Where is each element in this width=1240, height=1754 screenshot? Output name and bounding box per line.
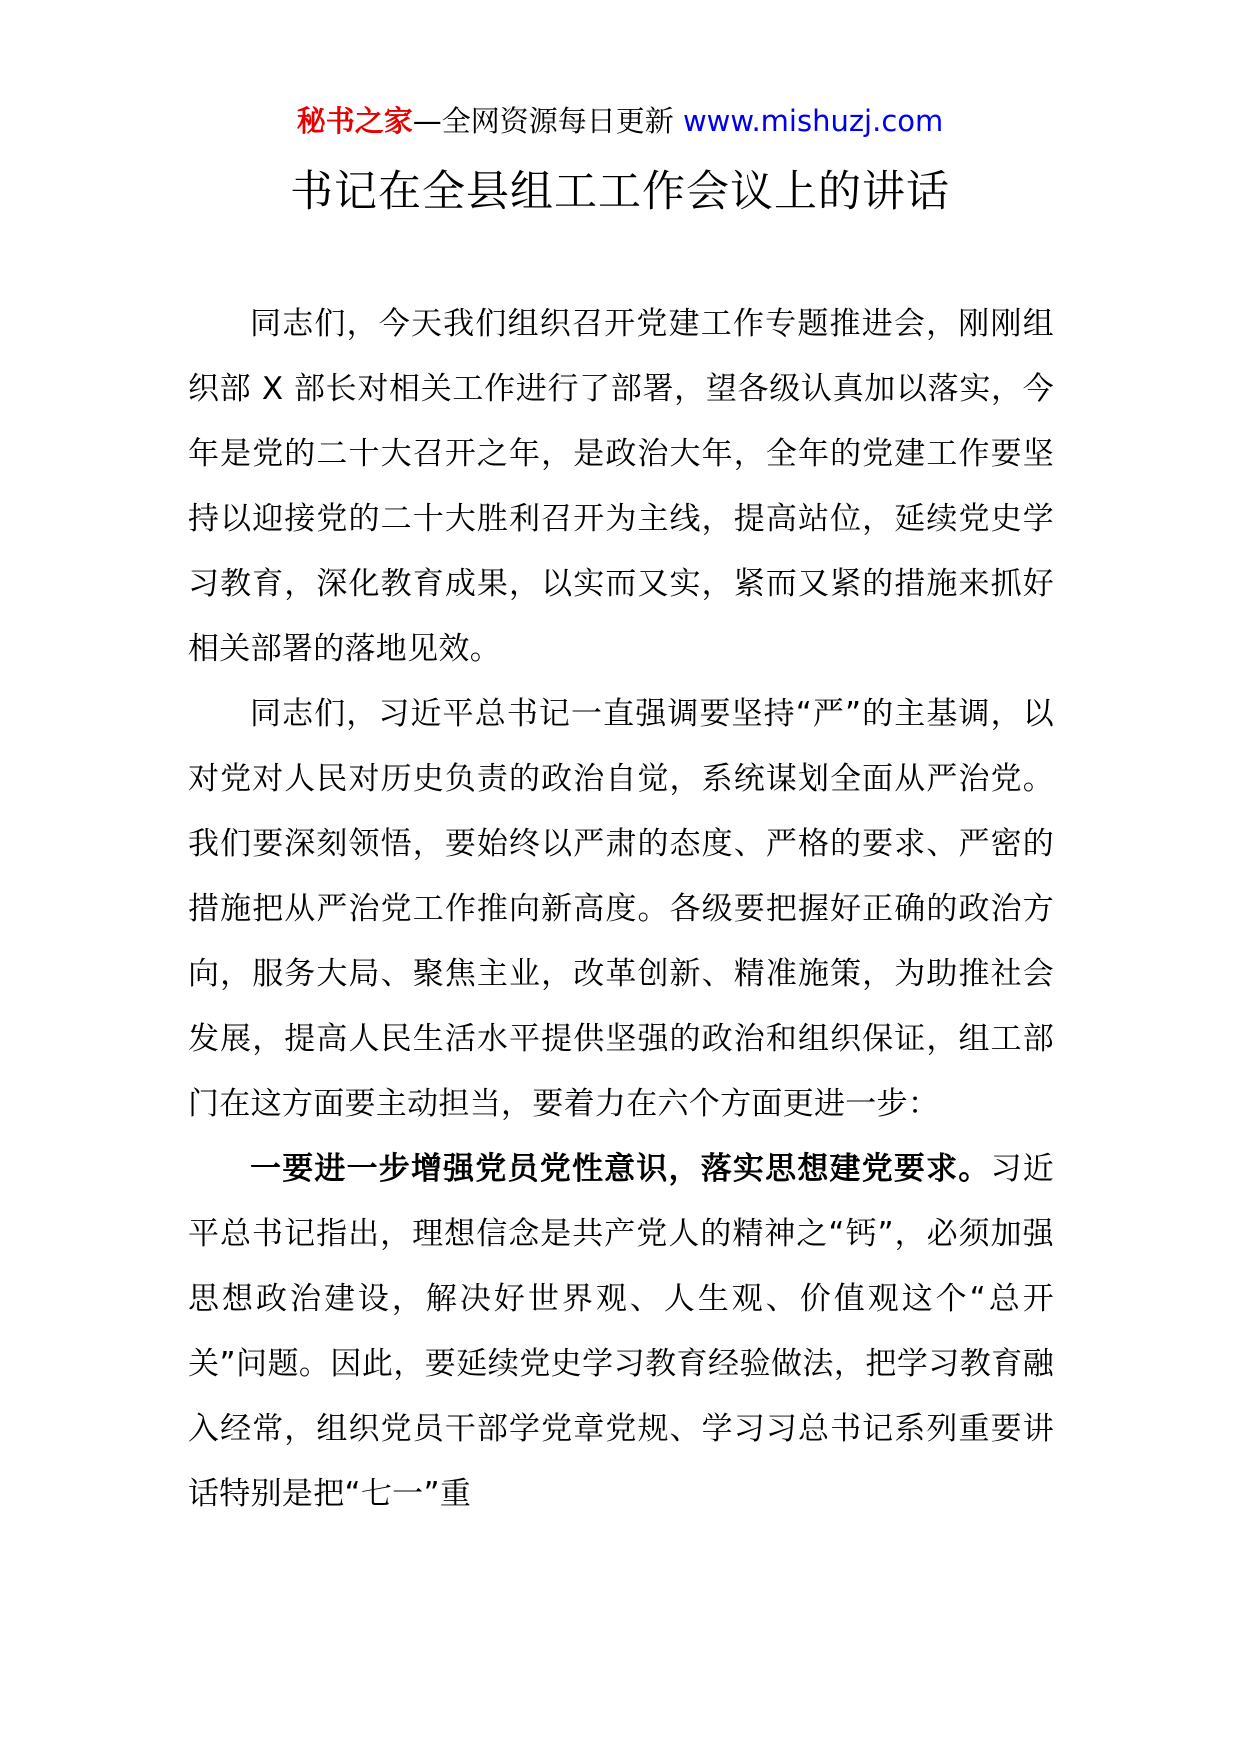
document-body	[188, 292, 1054, 1527]
paragraph-2	[188, 682, 1054, 1137]
paragraph-2-text: 同志们，习近平总书记一直强调要坚持“严”的主基调，以对党对人民对历史负责的政治自觉，系统谋划全面从严治党。 我们要深刻领悟，要始终以严肃的态度、严格的要求、严密的措施把从严治党工作推向新高度。各级要把握好正确的政治方向，服务大局、聚焦主业，改革创新、精准施策，为助推社会发展，提高人民生活水平提供坚强的政治和组织保证，组工部门在这方面要主动担当，要着力在六个方面更进一步：	[188, 696, 1054, 1122]
paragraph-3-text: 习近平总书记指出，理想信念是共产党人的精神之“钙”，必须加强思想政治建设，解决好世界观、人生观、价值观这个“总开关”问题。因此，要延续党史学习教育经验做法，把学习教育融入经常，组织党员干部学党章党规、学习习总书记系列重要讲话特别是把“七一”重	[188, 1151, 1054, 1512]
source-banner	[0, 101, 1240, 141]
document-title: 书记在全县组工工作会议上的讲话	[290, 167, 950, 217]
website-link[interactable]: www.mishuzj.com	[682, 104, 944, 138]
banner-slogan: —全网资源每日更新	[412, 104, 683, 138]
brand-name: 秘书之家	[296, 104, 413, 138]
paragraph-1-text: 同志们，今天我们组织召开党建工作专题推进会，刚刚组织部 X 部长对相关工作进行了部署，望各级认真加以落实，今年是党的二十大召开之年，是政治大年，全年的党建工作要坚持以迎接党的二十大胜利召开为主线，提高站位，延续党史学习教育，深化教育成果，以实而又实，紧而又紧的措施来抓好相关部署的落地见效。	[188, 306, 1054, 667]
paragraph-3	[188, 1137, 1054, 1527]
paragraph-1	[188, 292, 1054, 682]
paragraph-3-heading: 一要进一步增强党员党性意识，落实思想建党要求。	[250, 1151, 991, 1187]
